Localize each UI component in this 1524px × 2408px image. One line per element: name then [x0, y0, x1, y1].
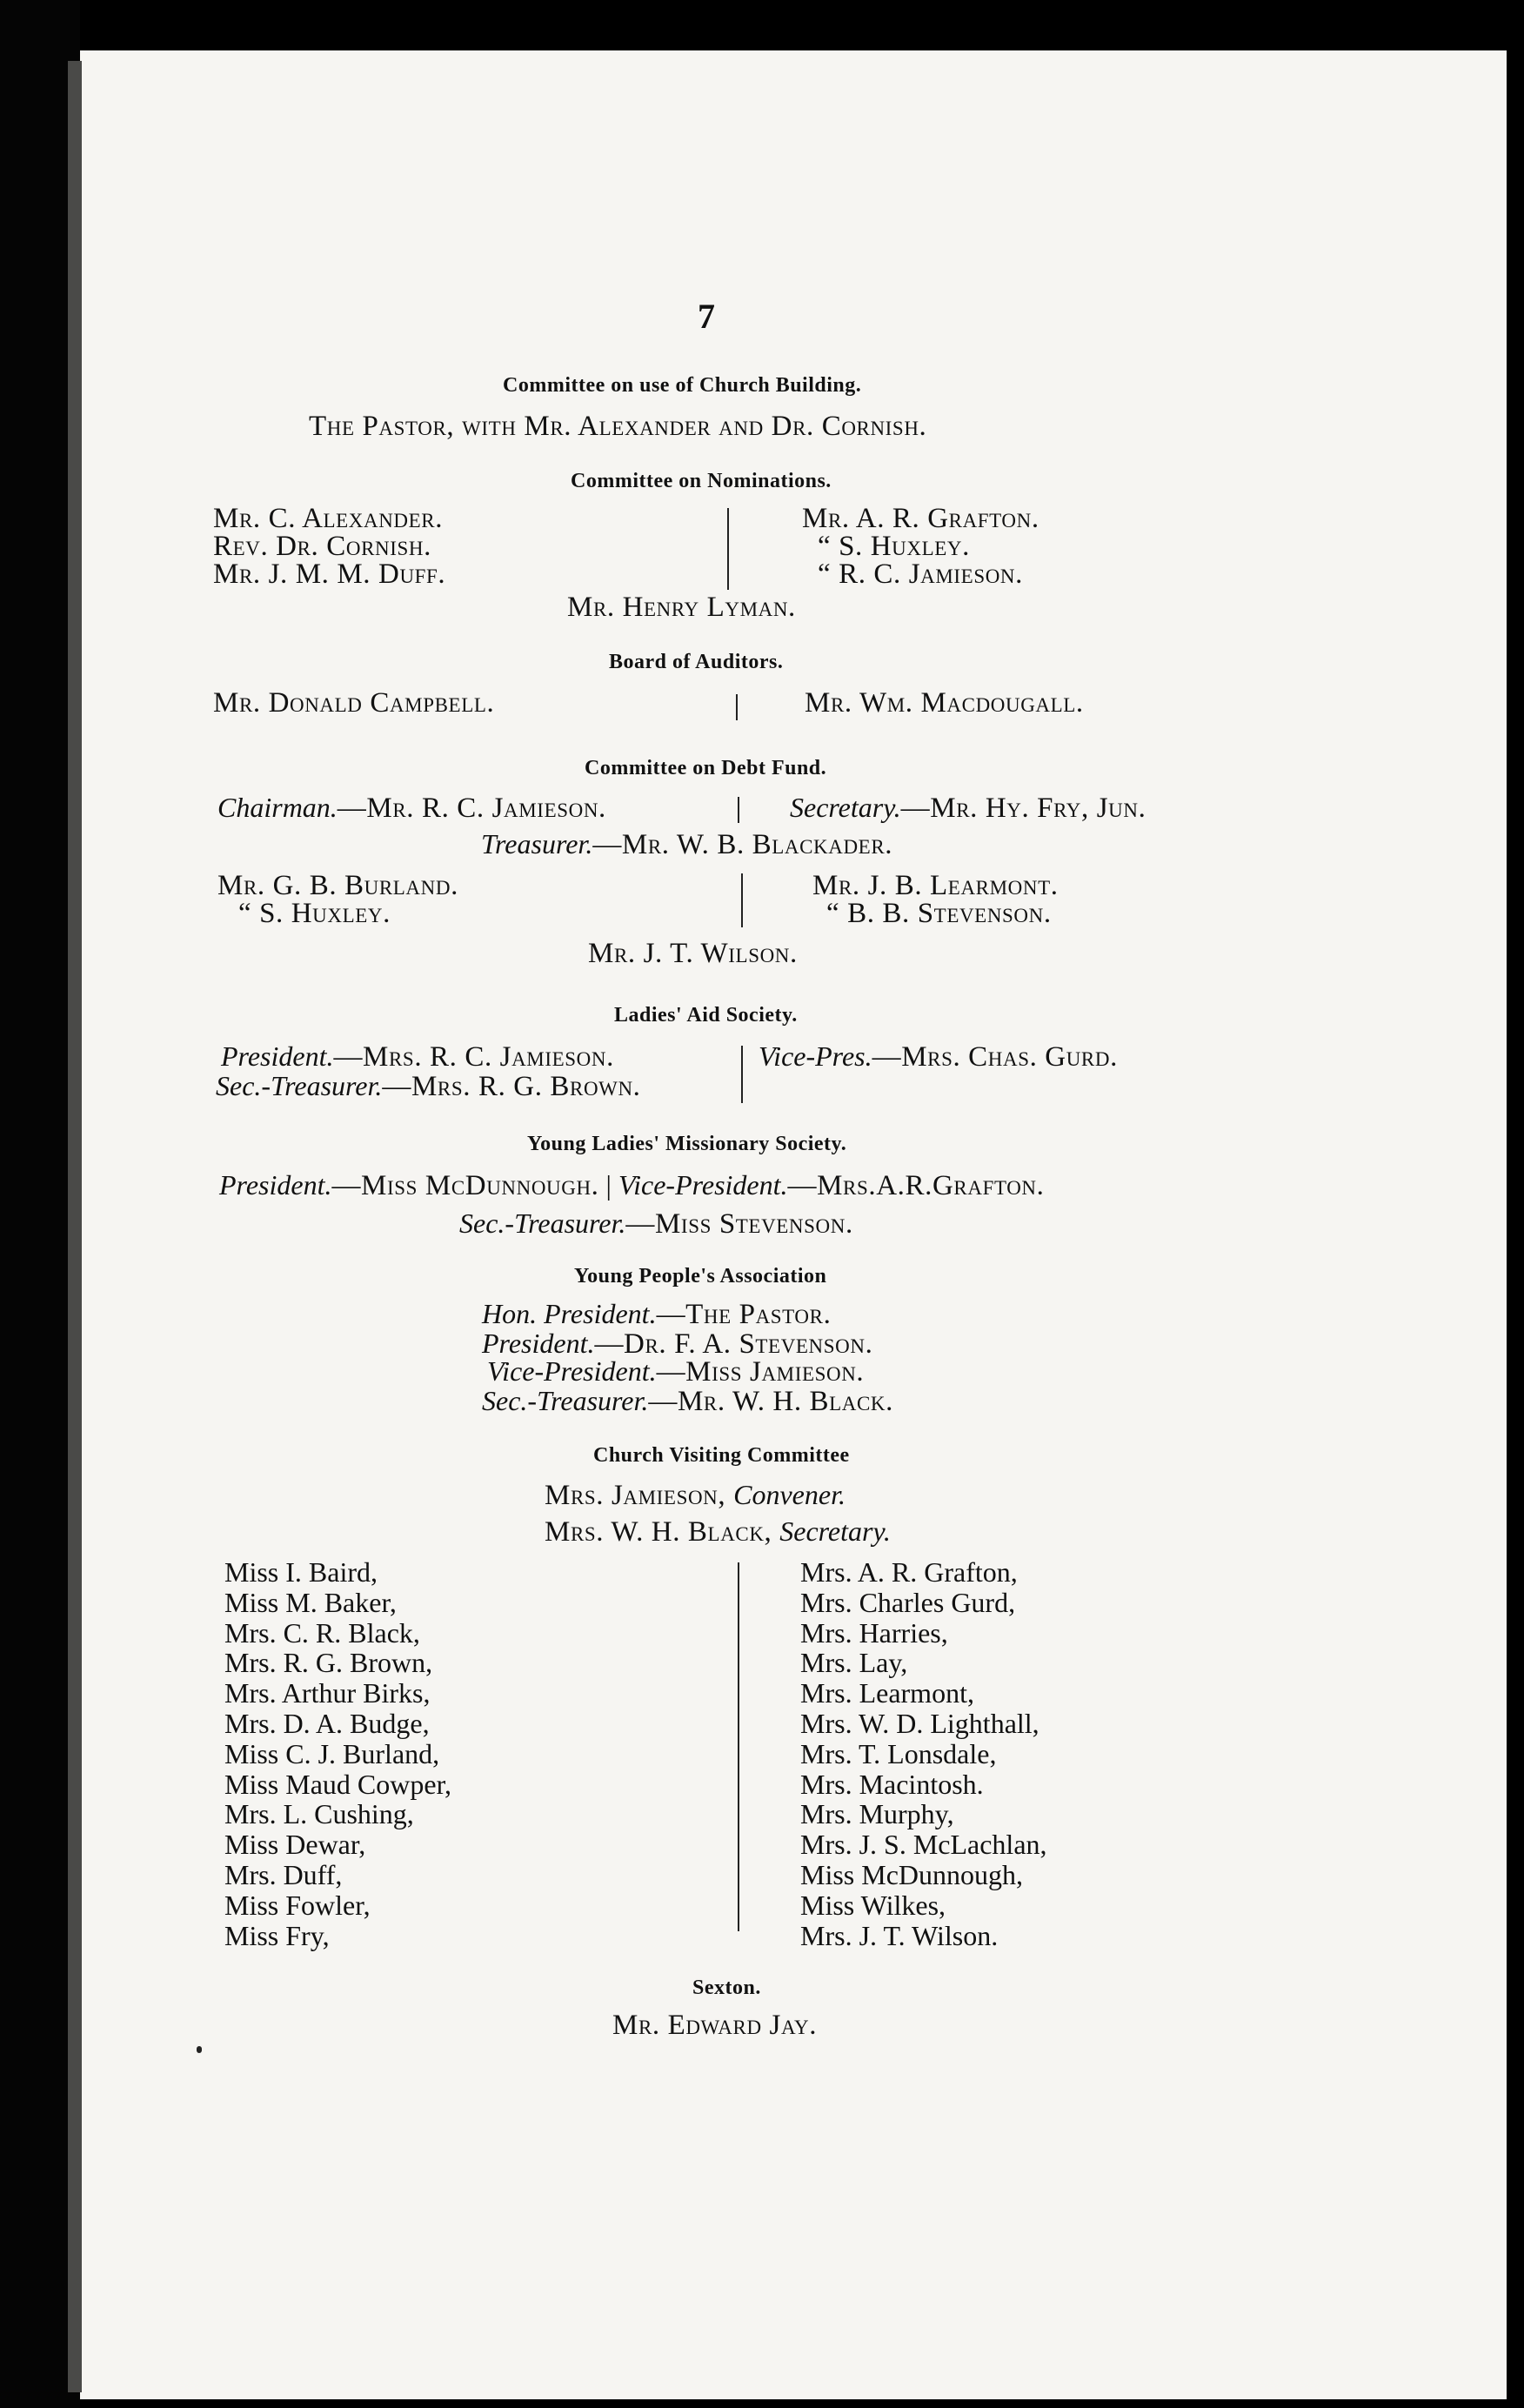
young-ladies-officers: [219, 1169, 1044, 1202]
president-label: President.: [219, 1169, 332, 1201]
sec-treasurer-name: —Mrs. R. G. Brown.: [382, 1071, 641, 1102]
list-item: Miss Fowler,: [224, 1889, 371, 1921]
role-name: —Miss Jamieson.: [656, 1356, 865, 1388]
role-name: —The Pastor.: [656, 1299, 832, 1330]
nominations-right-3: “ R. C. Jamieson.: [818, 559, 1023, 590]
list-item: Miss McDunnough,: [800, 1858, 1024, 1890]
list-item: Mrs. T. Lonsdale,: [800, 1737, 997, 1769]
column-divider: [738, 1562, 739, 1931]
young-ladies-heading: Young Ladies' Missionary Society.: [527, 1133, 847, 1155]
debt-fund-right-1: Mr. J. B. Learmont.: [812, 870, 1059, 901]
column-divider: [736, 694, 738, 720]
visiting-heading: Church Visiting Committee: [593, 1444, 850, 1467]
chairman-name: —Mr. R. C. Jamieson.: [337, 793, 606, 824]
young-people-line-3: [487, 1355, 864, 1388]
list-item: Miss I. Baird,: [224, 1556, 378, 1588]
treasurer-label: Treasurer.: [481, 828, 593, 860]
list-item: Miss C. J. Burland,: [224, 1737, 440, 1769]
column-divider: [741, 1046, 743, 1103]
sexton-heading: Sexton.: [692, 1977, 761, 1999]
vice-pres-name: —Mrs. Chas. Gurd.: [872, 1041, 1118, 1073]
nominations-right-2: “ S. Huxley.: [818, 531, 970, 562]
list-item: Miss M. Baker,: [224, 1586, 397, 1618]
nominations-left-2: Rev. Dr. Cornish.: [213, 531, 431, 562]
column-divider: [741, 873, 743, 927]
visiting-convener: [545, 1479, 846, 1512]
separator: |: [605, 1169, 612, 1201]
list-item: Mrs. J. T. Wilson.: [800, 1919, 999, 1951]
role-name: —Dr. F. A. Stevenson.: [594, 1328, 873, 1360]
secretary-name: —Mr. Hy. Fry, Jun.: [900, 793, 1146, 824]
nominations-right-1: Mr. A. R. Grafton.: [802, 503, 1039, 534]
list-item: Miss Wilkes,: [800, 1889, 946, 1921]
chairman-label: Chairman.: [217, 792, 338, 823]
president-name: —Mrs. R. C. Jamieson.: [333, 1041, 614, 1073]
secretary-label: Secretary.: [779, 1515, 891, 1547]
binding-edge: [68, 61, 82, 2392]
sec-treasurer-label: Sec.-Treasurer.: [216, 1070, 383, 1101]
ladies-aid-sec-treasurer: [216, 1070, 641, 1103]
auditor-left: Mr. Donald Campbell.: [213, 687, 495, 719]
nominations-bottom: Mr. Henry Lyman.: [567, 592, 796, 623]
treasurer-name: —Mr. W. B. Blackader.: [592, 829, 893, 860]
debt-fund-bottom: Mr. J. T. Wilson.: [588, 938, 798, 969]
nominations-left-1: Mr. C. Alexander.: [213, 503, 444, 534]
list-item: Mrs. R. G. Brown,: [224, 1647, 433, 1679]
president-name: —Miss McDunnough.: [331, 1170, 599, 1201]
list-item: Miss Fry,: [224, 1919, 330, 1951]
vice-pres-label: Vice-Pres.: [759, 1040, 872, 1072]
list-item: Miss Dewar,: [224, 1829, 366, 1861]
auditor-right: Mr. Wm. Macdougall.: [805, 687, 1084, 719]
visiting-left-list: [224, 1557, 451, 1950]
young-people-heading: Young People's Association: [574, 1265, 827, 1288]
ladies-aid-vice-pres: [759, 1040, 1118, 1074]
young-ladies-sec: [459, 1207, 853, 1241]
list-item: Mrs. Murphy,: [800, 1798, 954, 1830]
convener-label: Convener.: [733, 1479, 846, 1510]
visiting-right-list: [800, 1557, 1047, 1950]
debt-fund-treasurer: [481, 828, 892, 861]
role-name: —Mr. W. H. Black.: [648, 1386, 893, 1417]
list-item: Mrs. D. A. Budge,: [224, 1707, 430, 1739]
list-item: Mrs. C. R. Black,: [224, 1616, 420, 1649]
young-people-line-4: [482, 1385, 893, 1418]
secretary-name: Mrs. W. H. Black,: [545, 1516, 780, 1548]
list-item: Mrs. Macintosh.: [800, 1768, 984, 1800]
role-label: President.: [482, 1328, 595, 1359]
ink-mark: [197, 2046, 202, 2053]
debt-fund-heading: Committee on Debt Fund.: [585, 757, 827, 779]
secretary-label: Secretary.: [790, 792, 901, 823]
sexton-name: Mr. Edward Jay.: [612, 2010, 818, 2041]
list-item: Mrs. Learmont,: [800, 1677, 974, 1709]
list-item: Miss Maud Cowper,: [224, 1768, 451, 1800]
president-label: President.: [221, 1040, 334, 1072]
role-label: Sec.-Treasurer.: [482, 1385, 649, 1416]
list-item: Mrs. Lay,: [800, 1647, 908, 1679]
church-building-heading: Committee on use of Church Building.: [503, 374, 862, 397]
sec-treasurer-name: —Miss Stevenson.: [625, 1208, 853, 1240]
nominations-heading: Committee on Nominations.: [571, 470, 832, 492]
sec-treasurer-label: Sec.-Treasurer.: [459, 1207, 626, 1239]
role-label: Vice-President.: [487, 1355, 657, 1387]
young-people-line-1: [482, 1298, 831, 1331]
list-item: Mrs. J. S. McLachlan,: [800, 1829, 1047, 1861]
vice-president-label: Vice-President.: [618, 1169, 788, 1201]
list-item: Mrs. Arthur Birks,: [224, 1677, 431, 1709]
church-building-members: The Pastor, with Mr. Alexander and Dr. Cornish.: [309, 411, 927, 442]
column-divider: [727, 508, 729, 590]
list-item: Mrs. Harries,: [800, 1616, 948, 1649]
debt-fund-secretary: [790, 792, 1146, 825]
list-item: Mrs. W. D. Lighthall,: [800, 1707, 1039, 1739]
page-number: 7: [698, 297, 715, 336]
list-item: Mrs. L. Cushing,: [224, 1798, 414, 1830]
role-label: Hon. President.: [482, 1298, 657, 1329]
ladies-aid-president: [221, 1040, 614, 1074]
debt-fund-left-2: “ S. Huxley.: [238, 898, 391, 929]
convener-name: Mrs. Jamieson,: [545, 1480, 734, 1511]
debt-fund-left-1: Mr. G. B. Burland.: [217, 870, 458, 901]
column-divider: [738, 797, 739, 823]
list-item: Mrs. Duff,: [224, 1858, 343, 1890]
ladies-aid-heading: Ladies' Aid Society.: [614, 1004, 798, 1027]
list-item: Mrs. Charles Gurd,: [800, 1586, 1016, 1618]
nominations-left-3: Mr. J. M. M. Duff.: [213, 559, 446, 590]
auditors-heading: Board of Auditors.: [609, 651, 784, 673]
list-item: Mrs. A. R. Grafton,: [800, 1556, 1018, 1588]
vice-president-name: —Mrs.A.R.Grafton.: [787, 1170, 1045, 1201]
debt-fund-right-2: “ B. B. Stevenson.: [826, 898, 1052, 929]
debt-fund-chairman: [217, 792, 606, 825]
visiting-secretary: [545, 1515, 891, 1548]
